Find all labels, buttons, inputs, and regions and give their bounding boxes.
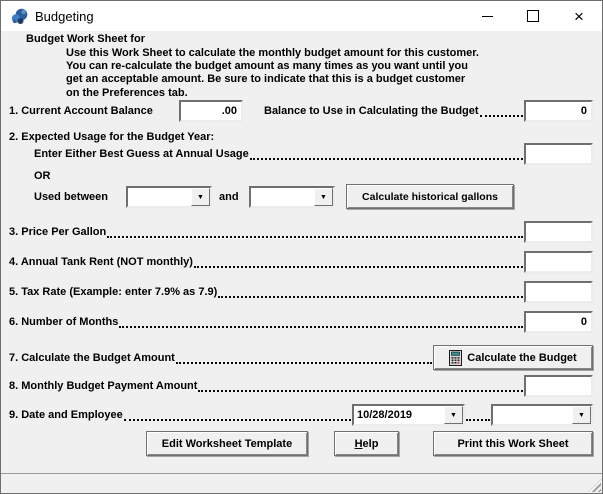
window-controls <box>464 1 602 31</box>
dot-leader <box>119 326 523 328</box>
help-button-label: Help <box>354 437 379 450</box>
calculate-historical-button[interactable] <box>346 184 514 209</box>
resize-grip[interactable] <box>588 479 601 492</box>
instructions-line: Use this Work Sheet to calculate the monthly budget amount for this customer. <box>66 47 479 59</box>
tank-rent-field[interactable] <box>524 251 593 273</box>
tax-rate-field[interactable] <box>524 281 593 303</box>
dot-leader <box>176 362 432 364</box>
number-of-months-field[interactable] <box>524 311 593 333</box>
dot-leader <box>198 390 523 392</box>
calculator-icon <box>449 350 462 366</box>
instructions-line: on the Preferences tab. <box>66 86 188 99</box>
titlebar <box>1 1 602 31</box>
current-balance-value: .00 <box>221 105 237 117</box>
end-period-combo[interactable] <box>249 186 335 208</box>
tax-rate-row <box>9 281 593 303</box>
chevron-down-icon: ▼ <box>320 193 327 201</box>
date-dropdown-button[interactable] <box>444 406 463 424</box>
or-row <box>34 168 51 184</box>
price-per-gallon-row <box>9 221 593 243</box>
start-period-combo[interactable] <box>126 186 212 208</box>
dot-leader <box>107 236 523 238</box>
dot-leader <box>194 266 523 268</box>
price-per-gallon-field[interactable] <box>524 221 593 243</box>
instructions-line: You can re-calculate the budget amount as many times as you want until you <box>66 60 468 73</box>
maximize-button[interactable] <box>510 1 556 31</box>
chevron-down-icon: ▼ <box>578 411 585 419</box>
expected-usage-label: 2. Expected Usage for the Budget Year: <box>9 131 215 143</box>
monthly-payment-row <box>9 375 593 397</box>
tax-rate-label: 5. Tax Rate (Example: enter 7.9% as 7.9) <box>9 286 218 298</box>
date-employee-row <box>9 404 593 426</box>
dot-leader <box>250 158 523 160</box>
dot-leader <box>218 296 523 298</box>
help-button[interactable] <box>334 431 399 456</box>
close-button[interactable] <box>556 1 602 31</box>
instructions <box>66 47 479 100</box>
use-balance-field[interactable] <box>524 100 593 122</box>
edit-template-button[interactable] <box>146 431 308 456</box>
used-between-row <box>34 185 108 208</box>
edit-template-button-label: Edit Worksheet Template <box>161 437 293 450</box>
statusbar <box>1 473 602 493</box>
dot-leader <box>466 419 490 421</box>
use-balance-row <box>264 100 593 122</box>
number-of-months-value: 0 <box>580 316 587 328</box>
or-label: OR <box>34 170 51 182</box>
chevron-down-icon: ▼ <box>197 193 204 201</box>
calculate-historical-label: Calculate historical gallons <box>362 190 498 203</box>
best-guess-field[interactable] <box>524 143 593 165</box>
app-icon <box>11 8 28 25</box>
best-guess-label: Enter Either Best Guess at Annual Usage <box>34 148 249 160</box>
calculate-budget-row <box>9 345 593 370</box>
close-icon: × <box>574 6 584 26</box>
current-balance-field[interactable] <box>179 100 243 122</box>
calculate-budget-button-label: Calculate the Budget <box>467 351 577 364</box>
employee-dropdown-button[interactable] <box>572 406 591 424</box>
date-employee-label: 9. Date and Employee <box>9 409 123 421</box>
number-of-months-label: 6. Number of Months <box>9 316 119 328</box>
employee-combo[interactable] <box>491 404 593 426</box>
monthly-payment-label: 8. Monthly Budget Payment Amount <box>9 380 198 392</box>
current-balance-label: 1. Current Account Balance <box>9 105 153 117</box>
use-balance-label: Balance to Use in Calculating the Budget <box>264 105 479 117</box>
print-worksheet-button[interactable] <box>433 431 593 456</box>
window-title: Budgeting <box>35 8 94 24</box>
worksheet-title: Budget Work Sheet for <box>26 33 145 45</box>
minimize-button[interactable] <box>464 1 510 31</box>
print-worksheet-button-label: Print this Work Sheet <box>457 437 569 450</box>
minimize-icon <box>482 16 493 17</box>
monthly-payment-field[interactable] <box>524 375 593 397</box>
dot-leader <box>124 419 351 421</box>
dot-leader <box>480 115 523 117</box>
end-period-dropdown-button[interactable] <box>314 188 333 206</box>
calculate-budget-button[interactable] <box>433 345 593 370</box>
best-guess-row <box>34 143 593 165</box>
start-period-dropdown-button[interactable] <box>191 188 210 206</box>
used-between-label: Used between <box>34 190 108 203</box>
and-row <box>219 185 239 208</box>
maximize-icon <box>527 10 539 22</box>
tank-rent-label: 4. Annual Tank Rent (NOT monthly) <box>9 256 193 268</box>
current-balance-row <box>9 100 153 122</box>
number-of-months-row <box>9 311 593 333</box>
date-value: 10/28/2019 <box>357 409 413 421</box>
calculate-budget-label: 7. Calculate the Budget Amount <box>9 351 175 364</box>
instructions-line: get an acceptable amount. Be sure to indicate that this is a budget customer <box>66 73 466 86</box>
and-label: and <box>219 190 239 203</box>
date-combo[interactable] <box>352 404 465 426</box>
use-balance-value: 0 <box>580 105 587 117</box>
chevron-down-icon: ▼ <box>450 411 457 419</box>
price-per-gallon-label: 3. Price Per Gallon <box>9 226 107 238</box>
tank-rent-row <box>9 251 593 273</box>
